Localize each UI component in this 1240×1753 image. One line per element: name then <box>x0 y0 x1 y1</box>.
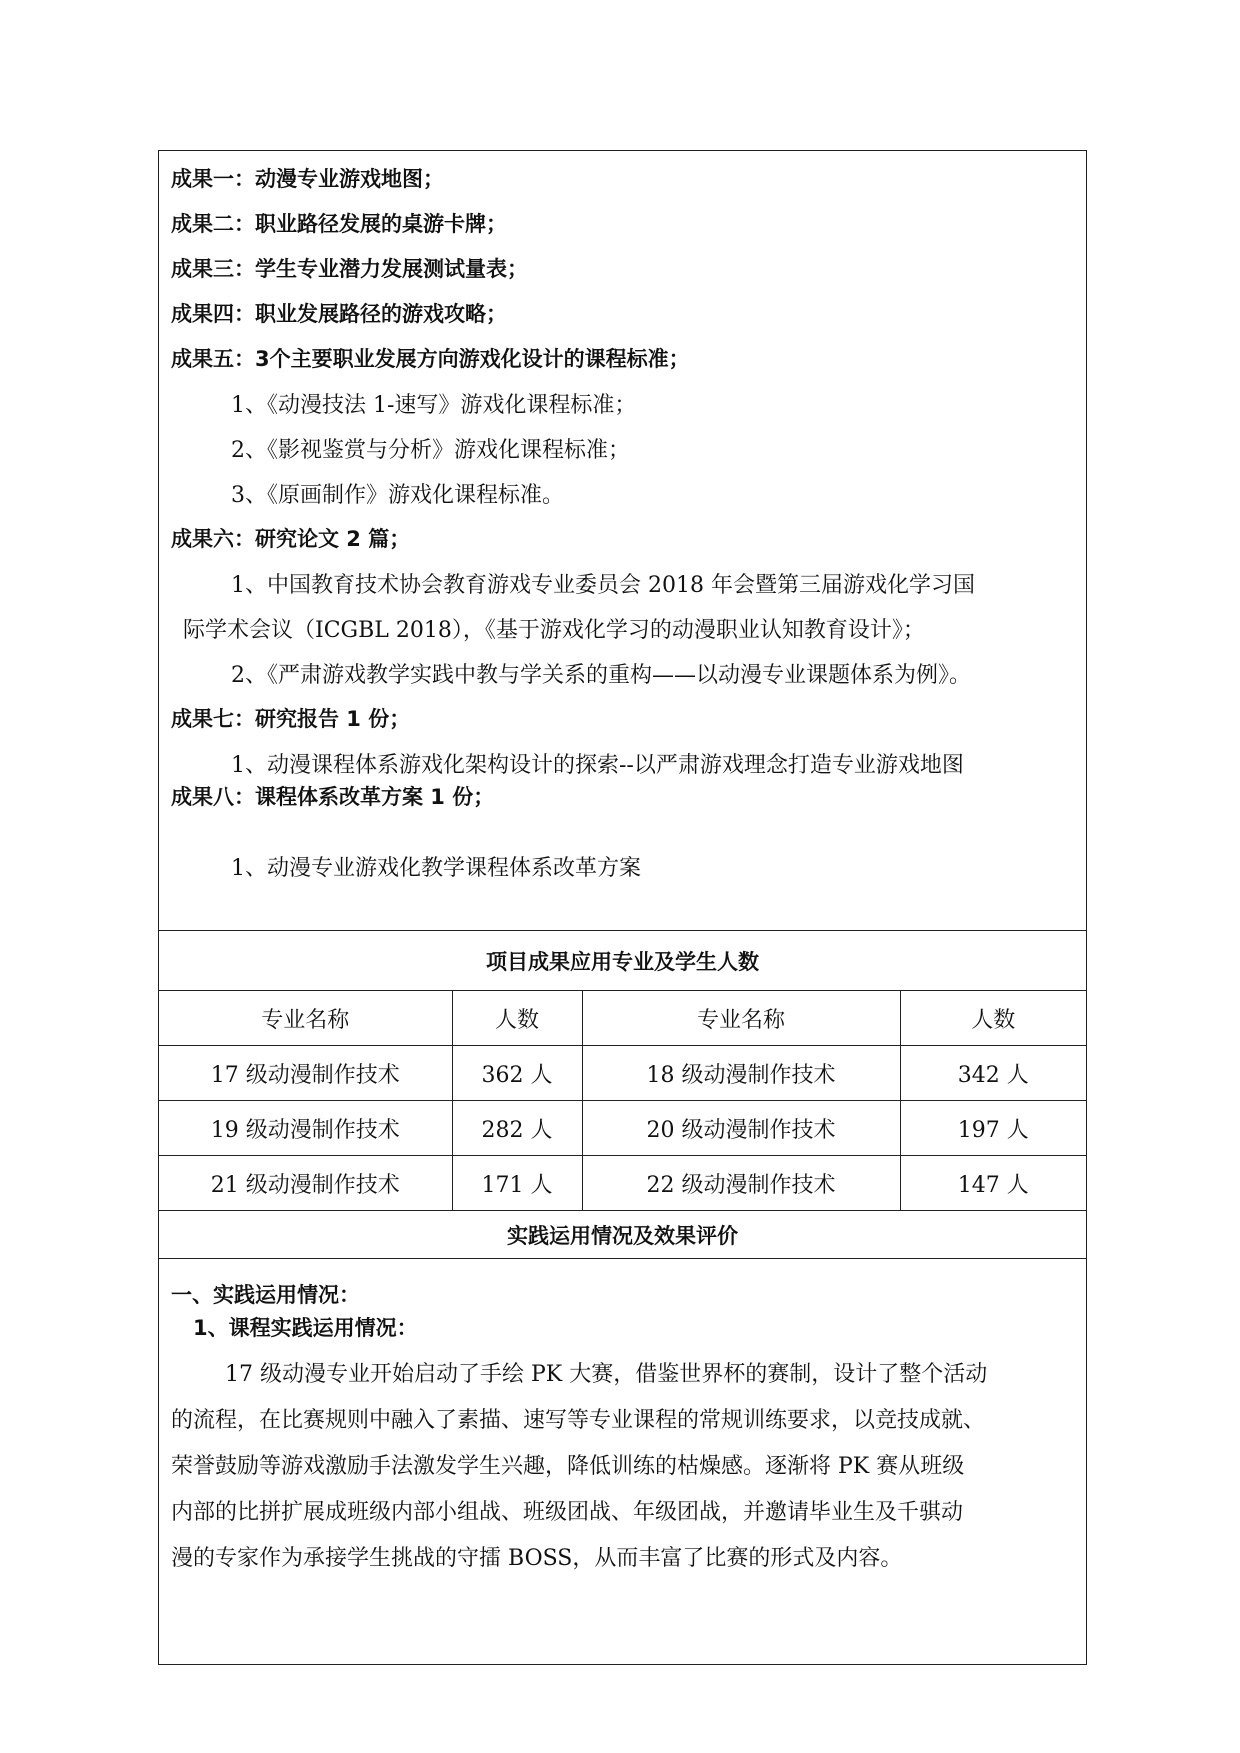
table-cell: 147 人 <box>900 1156 1086 1211</box>
application-table <box>159 991 1086 1211</box>
result-6-item-1: 1、中国教育技术协会教育游戏专业委员会 2018 年会暨第三届游戏化学习国 <box>231 573 975 598</box>
document-frame <box>158 150 1087 1665</box>
result-5-item-2: 2、《影视鉴赏与分析》游戏化课程标准； <box>231 438 630 463</box>
table-cell: 342 人 <box>900 1046 1086 1101</box>
result-7: 成果七：研究报告 1 份； <box>171 707 411 731</box>
result-8: 成果八：课程体系改革方案 1 份； <box>171 785 495 809</box>
result-4: 成果四：职业发展路径的游戏攻略； <box>171 302 507 326</box>
result-5-item-1: 1、《动漫技法 1-速写》游戏化课程标准； <box>231 393 637 418</box>
practice-title: 实践运用情况及效果评价 <box>507 1223 738 1248</box>
table-cell: 21 级动漫制作技术 <box>159 1156 452 1211</box>
table-cell: 362 人 <box>452 1046 582 1101</box>
table-cell: 282 人 <box>452 1101 582 1156</box>
table-cell: 18 级动漫制作技术 <box>582 1046 900 1101</box>
result-5-item-3: 3、《原画制作》游戏化课程标准。 <box>231 483 564 508</box>
result-7-item-1: 1、动漫课程体系游戏化架构设计的探索--以严肃游戏理念打造专业游戏地图 <box>231 753 964 778</box>
table-row <box>159 1156 1086 1211</box>
result-1: 成果一：动漫专业游戏地图； <box>171 167 444 191</box>
table-cell: 17 级动漫制作技术 <box>159 1046 452 1101</box>
table-header-row <box>159 991 1086 1046</box>
paragraph-line: 漫的专家作为承接学生挑战的守擂 BOSS，从而丰富了比赛的形式及内容。 <box>171 1546 903 1571</box>
table-row <box>159 1046 1086 1101</box>
result-2: 成果二：职业路径发展的桌游卡牌； <box>171 212 507 236</box>
result-8-item-1: 1、动漫专业游戏化教学课程体系改革方案 <box>231 856 641 881</box>
table-cell: 22 级动漫制作技术 <box>582 1156 900 1211</box>
result-6-item-1-cont: 际学术会议（ICGBL 2018），《基于游戏化学习的动漫职业认知教育设计》； <box>183 618 925 643</box>
result-5: 成果五：3个主要职业发展方向游戏化设计的课程标准； <box>171 347 690 371</box>
table-cell: 19 级动漫制作技术 <box>159 1101 452 1156</box>
practice-heading-1: 一、实践运用情况： <box>171 1283 360 1307</box>
paragraph-line: 内部的比拼扩展成班级内部小组战、班级团战、年级团战，并邀请毕业生及千骐动 <box>171 1500 964 1525</box>
table-cell: 197 人 <box>900 1101 1086 1156</box>
application-title-row <box>159 931 1086 991</box>
paragraph-line: 17 级动漫专业开始启动了手绘 PK 大赛，借鉴世界杯的赛制，设计了整个活动 <box>225 1362 988 1387</box>
application-title: 项目成果应用专业及学生人数 <box>486 949 759 974</box>
practice-title-row <box>159 1211 1086 1259</box>
table-cell: 171 人 <box>452 1156 582 1211</box>
result-6-item-2: 2、《严肃游戏教学实践中教与学关系的重构——以动漫专业课题体系为例》。 <box>231 663 971 688</box>
practice-section <box>159 1259 1086 1664</box>
paragraph-line: 荣誉鼓励等游戏激励手法激发学生兴趣，降低训练的枯燥感。逐渐将 PK 赛从班级 <box>171 1454 965 1479</box>
table-cell: 20 级动漫制作技术 <box>582 1101 900 1156</box>
header-major-2: 专业名称 <box>582 991 900 1046</box>
result-6: 成果六：研究论文 2 篇； <box>171 527 411 551</box>
result-3: 成果三：学生专业潜力发展测试量表； <box>171 257 528 281</box>
header-count-1: 人数 <box>452 991 582 1046</box>
header-major-1: 专业名称 <box>159 991 452 1046</box>
paragraph-line: 的流程，在比赛规则中融入了素描、速写等专业课程的常规训练要求，以竞技成就、 <box>171 1408 986 1433</box>
table-row <box>159 1101 1086 1156</box>
header-count-2: 人数 <box>900 991 1086 1046</box>
results-section <box>159 151 1086 931</box>
practice-heading-2: 1、课程实践运用情况： <box>193 1316 418 1340</box>
